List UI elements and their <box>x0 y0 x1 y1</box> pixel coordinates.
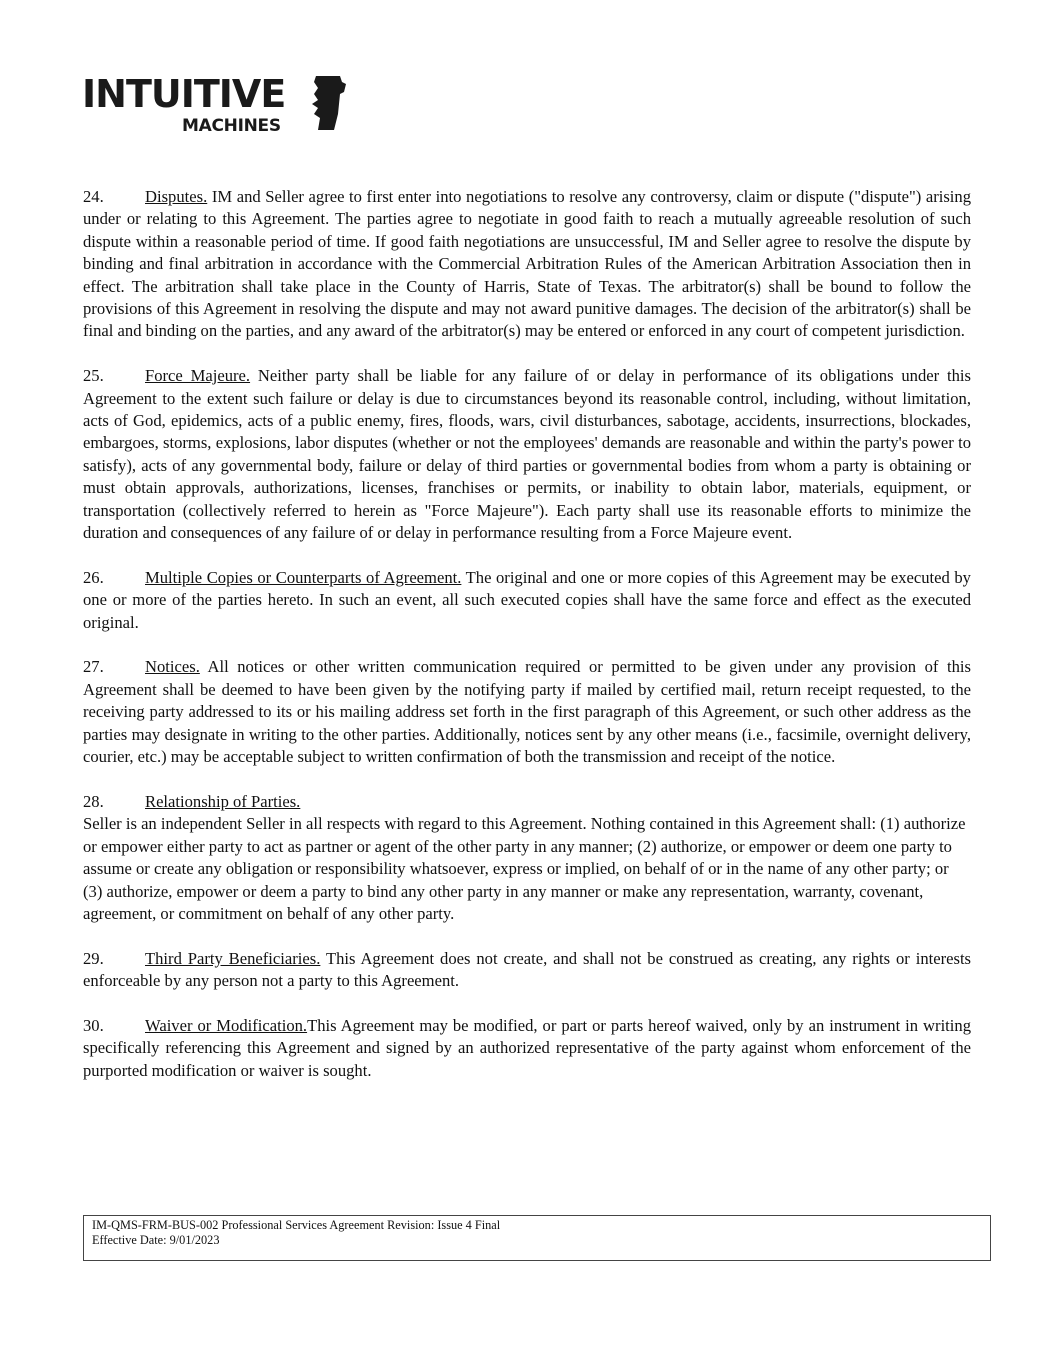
section-number: 30. <box>83 1015 104 1035</box>
section-28 <box>83 791 971 925</box>
section-heading: Third Party Beneficiaries. <box>145 948 321 968</box>
section-heading: Multiple Copies or Counterparts of Agreement. <box>145 567 462 587</box>
agreement-body <box>83 186 971 1105</box>
section-text: This Agreement does not create, and shall not be construed as creating, any rights or interests enforceable by any person not a party to this Agreement. <box>83 948 972 991</box>
section-heading: Relationship of Parties. <box>145 791 301 811</box>
section-text: All notices or other written communication required or permitted to be given under any provision of this Agreement shall be deemed to have been given by the notifying party if mailed by certified mail, return receipt requested, to the receiving party addressed to its or his mailing address set forth in the first paragraph of this Agreement, or such other address as the parties may designate in writing to the other parties. Additionally, notices sent by any other means (i.e., facsimile, overnight delivery, courier, etc.) may be acceptable subject to written confirmation of both the transmission and receipt of the notice. <box>83 657 971 767</box>
section-27 <box>83 656 971 768</box>
footer-effective-date: Effective Date: 9/01/2023 <box>92 1232 220 1247</box>
section-25 <box>83 365 971 544</box>
section-heading: Force Majeure. <box>145 366 251 386</box>
section-heading: Notices. <box>145 657 200 677</box>
section-heading: Waiver or Modification. <box>145 1015 308 1035</box>
section-number: 24. <box>83 187 104 206</box>
section-text: This Agreement may be modified, or part or parts hereof waived, only by an instrument in writing specifically referencing this Agreement and signed by an authorized representative of the party against whom enforcement of the purported modification or waiver is sought. <box>83 1015 971 1080</box>
logo-head-icon <box>310 74 346 132</box>
company-logo <box>82 70 342 140</box>
logo-subtitle: MACHINES <box>182 116 281 136</box>
section-number: 28. <box>83 791 104 811</box>
section-heading: Disputes. <box>145 187 208 206</box>
section-number: 25. <box>83 366 104 386</box>
section-text: Seller is an independent Seller in all respects with regard to this Agreement. Nothing contained in this Agreement shall: (1) authorize or empower either party to act as partner or agent of the other party in any manner; (2) authorize, or empower or deem one party to assume or create any obligation or responsibility whatsoever, express or implied, on behalf of or in the name of any other party; or (3) authorize, empower or deem a party to bind any other party in any manner or make any representation, warranty, covenant, agreement, or commitment on behalf of any other party. <box>83 814 966 923</box>
footer-document-id: IM-QMS-FRM-BUS-002 Professional Services Agreement Revision: Issue 4 Final <box>92 1218 501 1232</box>
section-24 <box>83 186 971 343</box>
section-26 <box>83 567 971 634</box>
section-number: 27. <box>83 657 104 677</box>
section-text: IM and Seller agree to first enter into negotiations to resolve any controversy, claim or dispute ("dispute") arising under or relating to this Agreement. The parties agree to negotiate in good faith to reach a mutually agreeable resolution of such dispute within a reasonable period of time. If good faith negotiations are unsuccessful, IM and Seller agree to resolve the dispute by binding and final arbitration in accordance with the Commercial Arbitration Rules of the American Arbitration Association then in effect. The arbitration shall take place in the County of Harris, State of Texas. The arbitrator(s) shall be bound to follow the provisions of this Agreement in resolving the dispute and may not award punitive damages. The decision of the arbitrator(s) shall be final and binding on the parties, and any award of the arbitrator(s) may be entered or enforced in any court of competent jurisdiction. <box>83 187 971 341</box>
section-text: Neither party shall be liable for any failure of or delay in performance of its obligations under this Agreement to the extent such failure or delay is due to circumstances beyond its reasonable control, including, without limitation, acts of God, epidemics, acts of a public enemy, fires, floods, wars, civil disturbances, sabotage, accidents, insurrections, blockades, embargoes, storms, explosions, labor disputes (whether or not the employees' demands are reasonable and within the party's power to satisfy), acts of any governmental body, failure or delay of third parties or governmental bodies from whom a party is obtaining or must obtain approvals, authorizations, licenses, franchises or permits, or inability to obtain labor, materials, equipment, or transportation (collectively referred to herein as "Force Majeure"). Each party shall use its reasonable efforts to minimize the duration and consequences of any failure of or delay in performance resulting from a Force Majeure event. <box>83 366 971 543</box>
section-29 <box>83 948 971 993</box>
logo-wordmark: INTUITIVE <box>82 72 286 116</box>
section-number: 29. <box>83 948 104 968</box>
section-text: The original and one or more copies of this Agreement may be executed by one or more of the parties hereto. In such an event, all such executed copies shall have the same force and effect as the executed original. <box>83 567 971 632</box>
document-footer <box>83 1215 991 1261</box>
section-30 <box>83 1015 971 1082</box>
section-number: 26. <box>83 567 104 587</box>
